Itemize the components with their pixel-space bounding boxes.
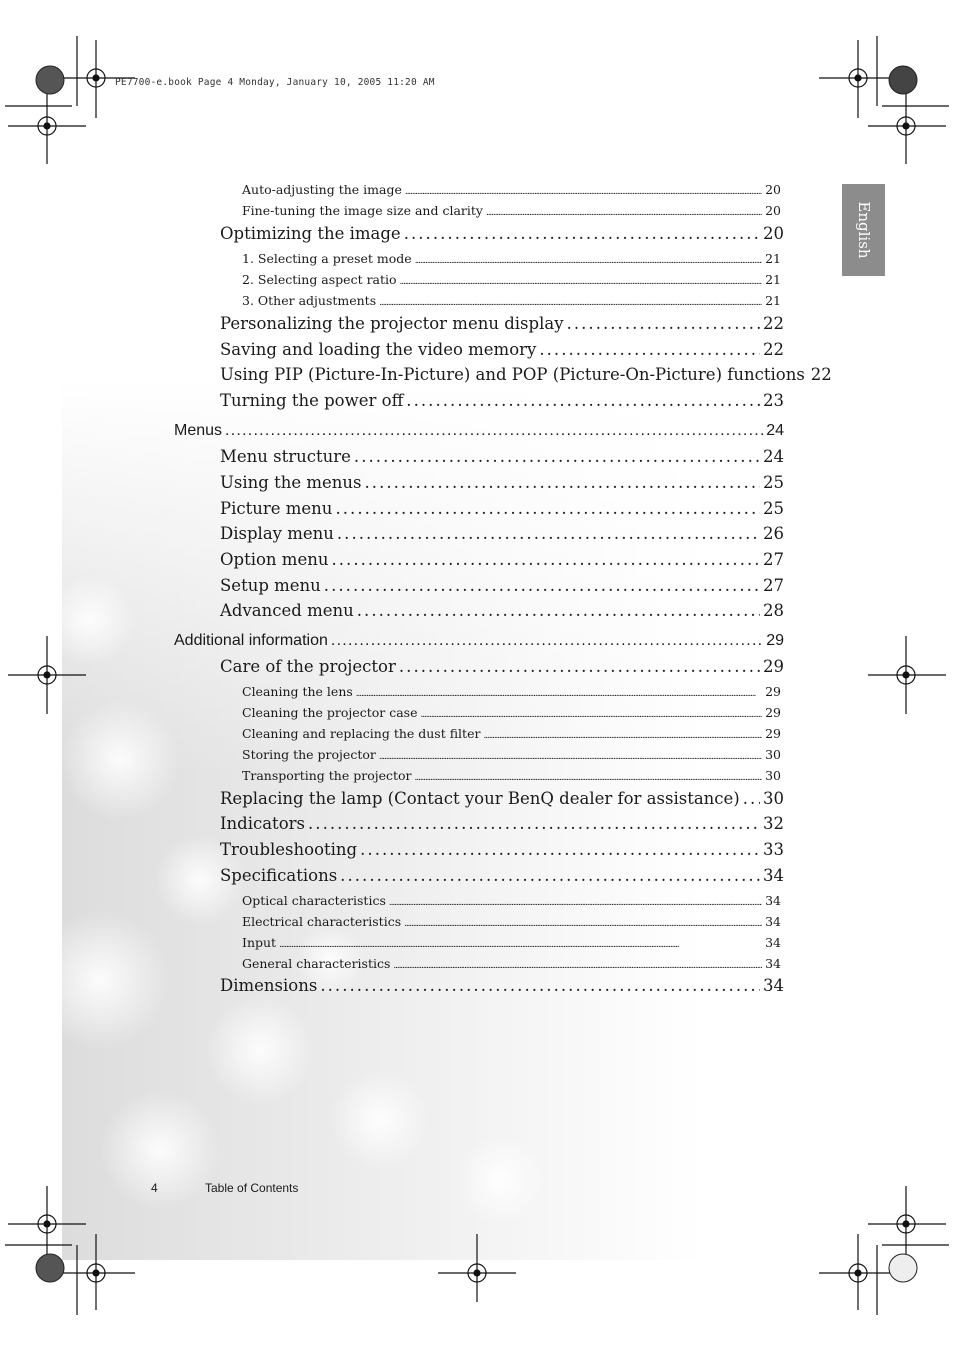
toc-entry[interactable] bbox=[220, 789, 784, 808]
toc-leader-dots bbox=[539, 340, 760, 359]
toc-entry[interactable] bbox=[174, 632, 784, 650]
toc-entry-title: Display menu bbox=[220, 524, 334, 543]
toc-entry-page: 25 bbox=[763, 473, 784, 492]
toc-leader-dots bbox=[360, 840, 760, 859]
toc-entry[interactable] bbox=[242, 956, 781, 971]
toc-leader-dots bbox=[364, 473, 760, 492]
toc-entry-title: Transporting the projector bbox=[242, 768, 412, 783]
toc-entry-page: 34 bbox=[765, 914, 781, 929]
toc-leader-dots bbox=[379, 293, 762, 308]
toc-leader-dots bbox=[335, 499, 760, 518]
toc-entry[interactable] bbox=[242, 893, 781, 908]
toc-entry[interactable] bbox=[220, 340, 784, 359]
toc-entry-title: Using the menus bbox=[220, 473, 362, 492]
toc-entry-title: 2. Selecting aspect ratio bbox=[242, 272, 397, 287]
toc-entry[interactable] bbox=[220, 499, 784, 518]
toc-entry[interactable] bbox=[220, 524, 784, 543]
toc-entry[interactable] bbox=[220, 224, 784, 243]
toc-leader-dots bbox=[406, 391, 760, 410]
toc-entry[interactable] bbox=[220, 391, 784, 410]
toc-leader-dots bbox=[357, 601, 760, 620]
toc-entry-page: 22 bbox=[810, 365, 832, 384]
toc-entry[interactable] bbox=[220, 550, 784, 569]
toc-entry[interactable] bbox=[242, 768, 781, 783]
toc-leader-dots bbox=[279, 935, 762, 950]
toc-entry-title: Menus bbox=[174, 422, 223, 439]
toc-leader-dots bbox=[225, 422, 763, 440]
toc-entry-title: Care of the projector bbox=[220, 657, 396, 676]
toc-entry[interactable] bbox=[220, 814, 784, 833]
toc-entry-page: 20 bbox=[763, 224, 784, 243]
toc-entry-page: 21 bbox=[765, 293, 781, 308]
toc-leader-dots bbox=[308, 814, 760, 833]
toc-entry[interactable] bbox=[242, 747, 781, 762]
toc-leader-dots bbox=[399, 657, 760, 676]
toc-leader-dots bbox=[379, 747, 762, 762]
toc-entry[interactable] bbox=[242, 684, 781, 699]
toc-entry[interactable] bbox=[242, 935, 781, 950]
toc-entry[interactable] bbox=[220, 447, 784, 466]
toc-entry-title: Turning the power off bbox=[220, 391, 404, 410]
toc-entry-page: 34 bbox=[763, 866, 784, 885]
toc-entry-page: 25 bbox=[763, 499, 784, 518]
toc-entry-title: Auto-adjusting the image bbox=[242, 182, 402, 197]
toc-entry[interactable] bbox=[220, 657, 784, 676]
toc-entry-title: Optimizing the image bbox=[220, 224, 401, 243]
toc-entry[interactable] bbox=[242, 203, 781, 218]
toc-leader-dots bbox=[354, 447, 760, 466]
toc-entry-page: 34 bbox=[763, 976, 784, 995]
toc-entry[interactable] bbox=[220, 866, 784, 885]
toc-entry-page: 22 bbox=[763, 340, 784, 359]
toc-entry-page: 23 bbox=[763, 391, 784, 410]
toc-entry-page: 29 bbox=[766, 632, 784, 649]
toc-entry-page: 22 bbox=[763, 314, 784, 333]
toc-entry-page: 34 bbox=[765, 893, 781, 908]
toc-entry-page: 24 bbox=[766, 422, 784, 439]
toc-entry-page: 34 bbox=[765, 956, 781, 971]
toc-entry-page: 30 bbox=[763, 789, 784, 808]
toc-leader-dots bbox=[404, 224, 760, 243]
toc-entry-title: Replacing the lamp (Contact your BenQ dealer for assistance) bbox=[220, 789, 740, 808]
toc-entry[interactable] bbox=[242, 272, 781, 287]
toc-entry-title: Menu structure bbox=[220, 447, 351, 466]
toc-entry-page: 21 bbox=[765, 251, 781, 266]
toc-entry-title: Specifications bbox=[220, 866, 338, 885]
toc-entry-title: Setup menu bbox=[220, 576, 321, 595]
toc-entry-title: General characteristics bbox=[242, 956, 391, 971]
toc-entry-title: Cleaning the lens bbox=[242, 684, 353, 699]
toc-entry-title: Option menu bbox=[220, 550, 329, 569]
toc-entry-page: 32 bbox=[763, 814, 784, 833]
toc-entry-page: 20 bbox=[765, 182, 781, 197]
toc-entry-page: 30 bbox=[765, 747, 781, 762]
toc-entry-title: Cleaning the projector case bbox=[242, 705, 418, 720]
toc-leader-dots bbox=[743, 789, 760, 808]
toc-leader-dots bbox=[400, 272, 763, 287]
toc-entry-page: 34 bbox=[765, 935, 781, 950]
toc-entry-page: 20 bbox=[765, 203, 781, 218]
toc-leader-dots bbox=[486, 203, 762, 218]
toc-leader-dots bbox=[337, 524, 760, 543]
toc-entry-title: 3. Other adjustments bbox=[242, 293, 377, 308]
toc-leader-dots bbox=[389, 893, 762, 908]
toc-entry-page: 30 bbox=[765, 768, 781, 783]
toc-leader-dots bbox=[331, 632, 763, 650]
toc-entry[interactable] bbox=[242, 726, 781, 741]
toc-entry[interactable] bbox=[242, 705, 781, 720]
toc-entry-title: Advanced menu bbox=[220, 601, 354, 620]
toc-leader-dots bbox=[483, 726, 762, 741]
toc-leader-dots bbox=[404, 914, 762, 929]
toc-entry-page: 29 bbox=[765, 726, 781, 741]
toc-entry-title: Personalizing the projector menu display bbox=[220, 314, 564, 333]
toc-entry[interactable] bbox=[242, 914, 781, 929]
toc-entry[interactable] bbox=[220, 473, 784, 492]
toc-entry-page: 27 bbox=[763, 550, 784, 569]
toc-entry-title: 1. Selecting a preset mode bbox=[242, 251, 412, 266]
toc-entry-title: Additional information bbox=[174, 632, 328, 649]
toc-entry-title: Fine-tuning the image size and clarity bbox=[242, 203, 483, 218]
toc-leader-dots bbox=[324, 576, 760, 595]
toc-entry-page: 21 bbox=[765, 272, 781, 287]
toc-entry[interactable] bbox=[220, 840, 784, 859]
toc-entry-title: Troubleshooting bbox=[220, 840, 358, 859]
toc-entry[interactable] bbox=[220, 314, 784, 333]
toc-entry[interactable] bbox=[174, 422, 784, 440]
toc-entry-title: Electrical characteristics bbox=[242, 914, 402, 929]
footer-section-title: Table of Contents bbox=[205, 1181, 299, 1195]
toc-entry-title: Optical characteristics bbox=[242, 893, 386, 908]
toc-leader-dots bbox=[331, 550, 760, 569]
toc-entry[interactable] bbox=[220, 365, 832, 384]
toc-entry[interactable] bbox=[220, 576, 784, 595]
toc-leader-dots bbox=[415, 251, 762, 266]
toc-entry-title: Input bbox=[242, 935, 277, 950]
toc-entry-page: 28 bbox=[763, 601, 784, 620]
toc-entry-title: Picture menu bbox=[220, 499, 333, 518]
toc-entry-page: 29 bbox=[765, 705, 781, 720]
toc-leader-dots bbox=[567, 314, 760, 333]
toc-leader-dots bbox=[320, 976, 760, 995]
toc-entry-page: 29 bbox=[765, 684, 781, 699]
language-tab bbox=[842, 184, 885, 276]
toc-entry[interactable] bbox=[242, 293, 781, 308]
toc-entry-title: Cleaning and replacing the dust filter bbox=[242, 726, 481, 741]
toc-entry-page: 26 bbox=[763, 524, 784, 543]
toc-entry-page: 33 bbox=[763, 840, 784, 859]
toc-leader-dots bbox=[356, 684, 762, 699]
toc-entry-title: Using PIP (Picture-In-Picture) and POP (Picture-On-Picture) functions bbox=[220, 365, 805, 384]
language-tab-label: English bbox=[854, 201, 873, 259]
toc-entry-title: Saving and loading the video memory bbox=[220, 340, 537, 359]
toc-entry-title: Storing the projector bbox=[242, 747, 376, 762]
toc-leader-dots bbox=[420, 705, 762, 720]
toc-entry-page: 29 bbox=[763, 657, 784, 676]
toc-leader-dots bbox=[393, 956, 762, 971]
toc-entry[interactable] bbox=[220, 601, 784, 620]
toc-entry-page: 24 bbox=[763, 447, 784, 466]
toc-entry-title: Dimensions bbox=[220, 976, 318, 995]
toc-leader-dots bbox=[340, 866, 760, 885]
toc-leader-dots bbox=[415, 768, 763, 783]
toc-entry-page: 27 bbox=[763, 576, 784, 595]
footer-page-number: 4 bbox=[151, 1181, 158, 1195]
toc-leader-dots bbox=[405, 182, 762, 197]
print-header: PE7700-e.book Page 4 Monday, January 10, 2005 11:20 AM bbox=[115, 77, 435, 88]
toc-entry-title: Indicators bbox=[220, 814, 305, 833]
toc-entry[interactable] bbox=[242, 251, 781, 266]
toc-entry[interactable] bbox=[242, 182, 781, 197]
toc-entry[interactable] bbox=[220, 976, 784, 995]
